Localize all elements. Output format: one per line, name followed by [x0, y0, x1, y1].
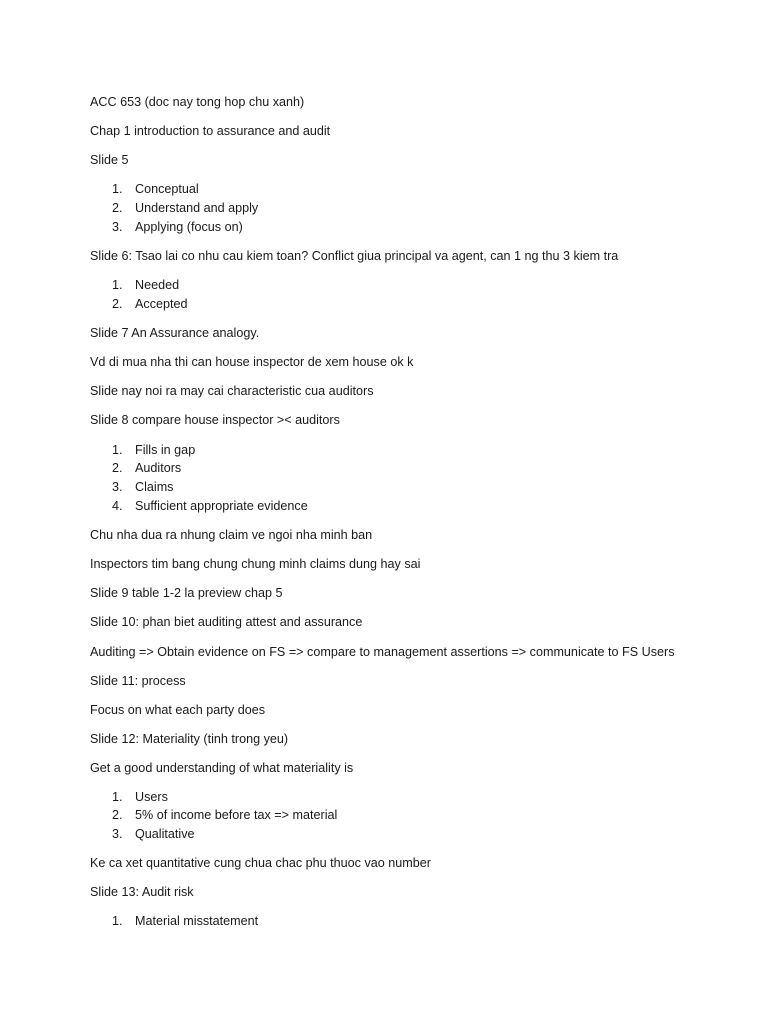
list-number: 3.: [112, 827, 123, 841]
list-number: 2.: [112, 201, 123, 215]
paragraph-quantitative: Ke ca xet quantitative cung chua chac phu thuoc vao number: [90, 856, 431, 870]
list-item-text: Conceptual: [135, 182, 199, 196]
list-item-text: Understand and apply: [135, 201, 259, 215]
paragraph-owner-claims: Chu nha dua ra nhung claim ve ngoi nha minh ban: [90, 528, 373, 542]
list-number: 3.: [112, 220, 123, 234]
paragraph-example: Vd di mua nha thi can house inspector de xem house ok k: [90, 355, 414, 369]
list-item-text: Material misstatement: [135, 914, 259, 928]
paragraph-characteristics: Slide nay noi ra may cai characteristic cua auditors: [90, 384, 374, 398]
paragraph-slide-11: Slide 11: process: [90, 674, 186, 688]
list-item-text: Needed: [135, 278, 180, 292]
paragraph-slide-6: Slide 6: Tsao lai co nhu cau kiem toan? Conflict giua principal va agent, can 1 ng thu 3 kiem tra: [90, 249, 619, 263]
document-title: ACC 653 (doc nay tong hop chu xanh): [90, 95, 305, 109]
list-number: 2.: [112, 461, 123, 475]
paragraph-slide-12: Slide 12: Materiality (tinh trong yeu): [90, 732, 289, 746]
list-item-text: 5% of income before tax => material: [135, 808, 338, 822]
list-number: 1.: [112, 914, 123, 928]
paragraph-slide-7: Slide 7 An Assurance analogy.: [90, 326, 260, 340]
paragraph-slide-10: Slide 10: phan biet auditing attest and assurance: [90, 615, 363, 629]
list-number: 1.: [112, 443, 123, 457]
list-item-text: Auditors: [135, 461, 182, 475]
paragraph-slide-13: Slide 13: Audit risk: [90, 885, 194, 899]
list-item-text: Users: [135, 790, 168, 804]
list-number: 2.: [112, 808, 123, 822]
list-number: 4.: [112, 499, 123, 513]
list-item-text: Applying (focus on): [135, 220, 243, 234]
list-number: 3.: [112, 480, 123, 494]
list-number: 2.: [112, 297, 123, 311]
list-item-text: Sufficient appropriate evidence: [135, 499, 308, 513]
list-number: 1.: [112, 182, 123, 196]
list-number: 1.: [112, 790, 123, 804]
list-item-text: Fills in gap: [135, 443, 196, 457]
list-item-text: Qualitative: [135, 827, 195, 841]
paragraph-slide-9: Slide 9 table 1-2 la preview chap 5: [90, 586, 283, 600]
list-item-text: Claims: [135, 480, 174, 494]
paragraph-inspectors: Inspectors tim bang chung chung minh claims dung hay sai: [90, 557, 421, 571]
paragraph-auditing-flow: Auditing => Obtain evidence on FS => compare to management assertions => communicate to FS Users: [90, 645, 675, 659]
list-number: 1.: [112, 278, 123, 292]
list-item-text: Accepted: [135, 297, 188, 311]
chapter-heading: Chap 1 introduction to assurance and audit: [90, 124, 331, 138]
paragraph-slide-5: Slide 5: [90, 153, 129, 167]
paragraph-focus: Focus on what each party does: [90, 703, 266, 717]
paragraph-materiality: Get a good understanding of what materiality is: [90, 761, 354, 775]
paragraph-slide-8: Slide 8 compare house inspector >< auditors: [90, 413, 340, 427]
